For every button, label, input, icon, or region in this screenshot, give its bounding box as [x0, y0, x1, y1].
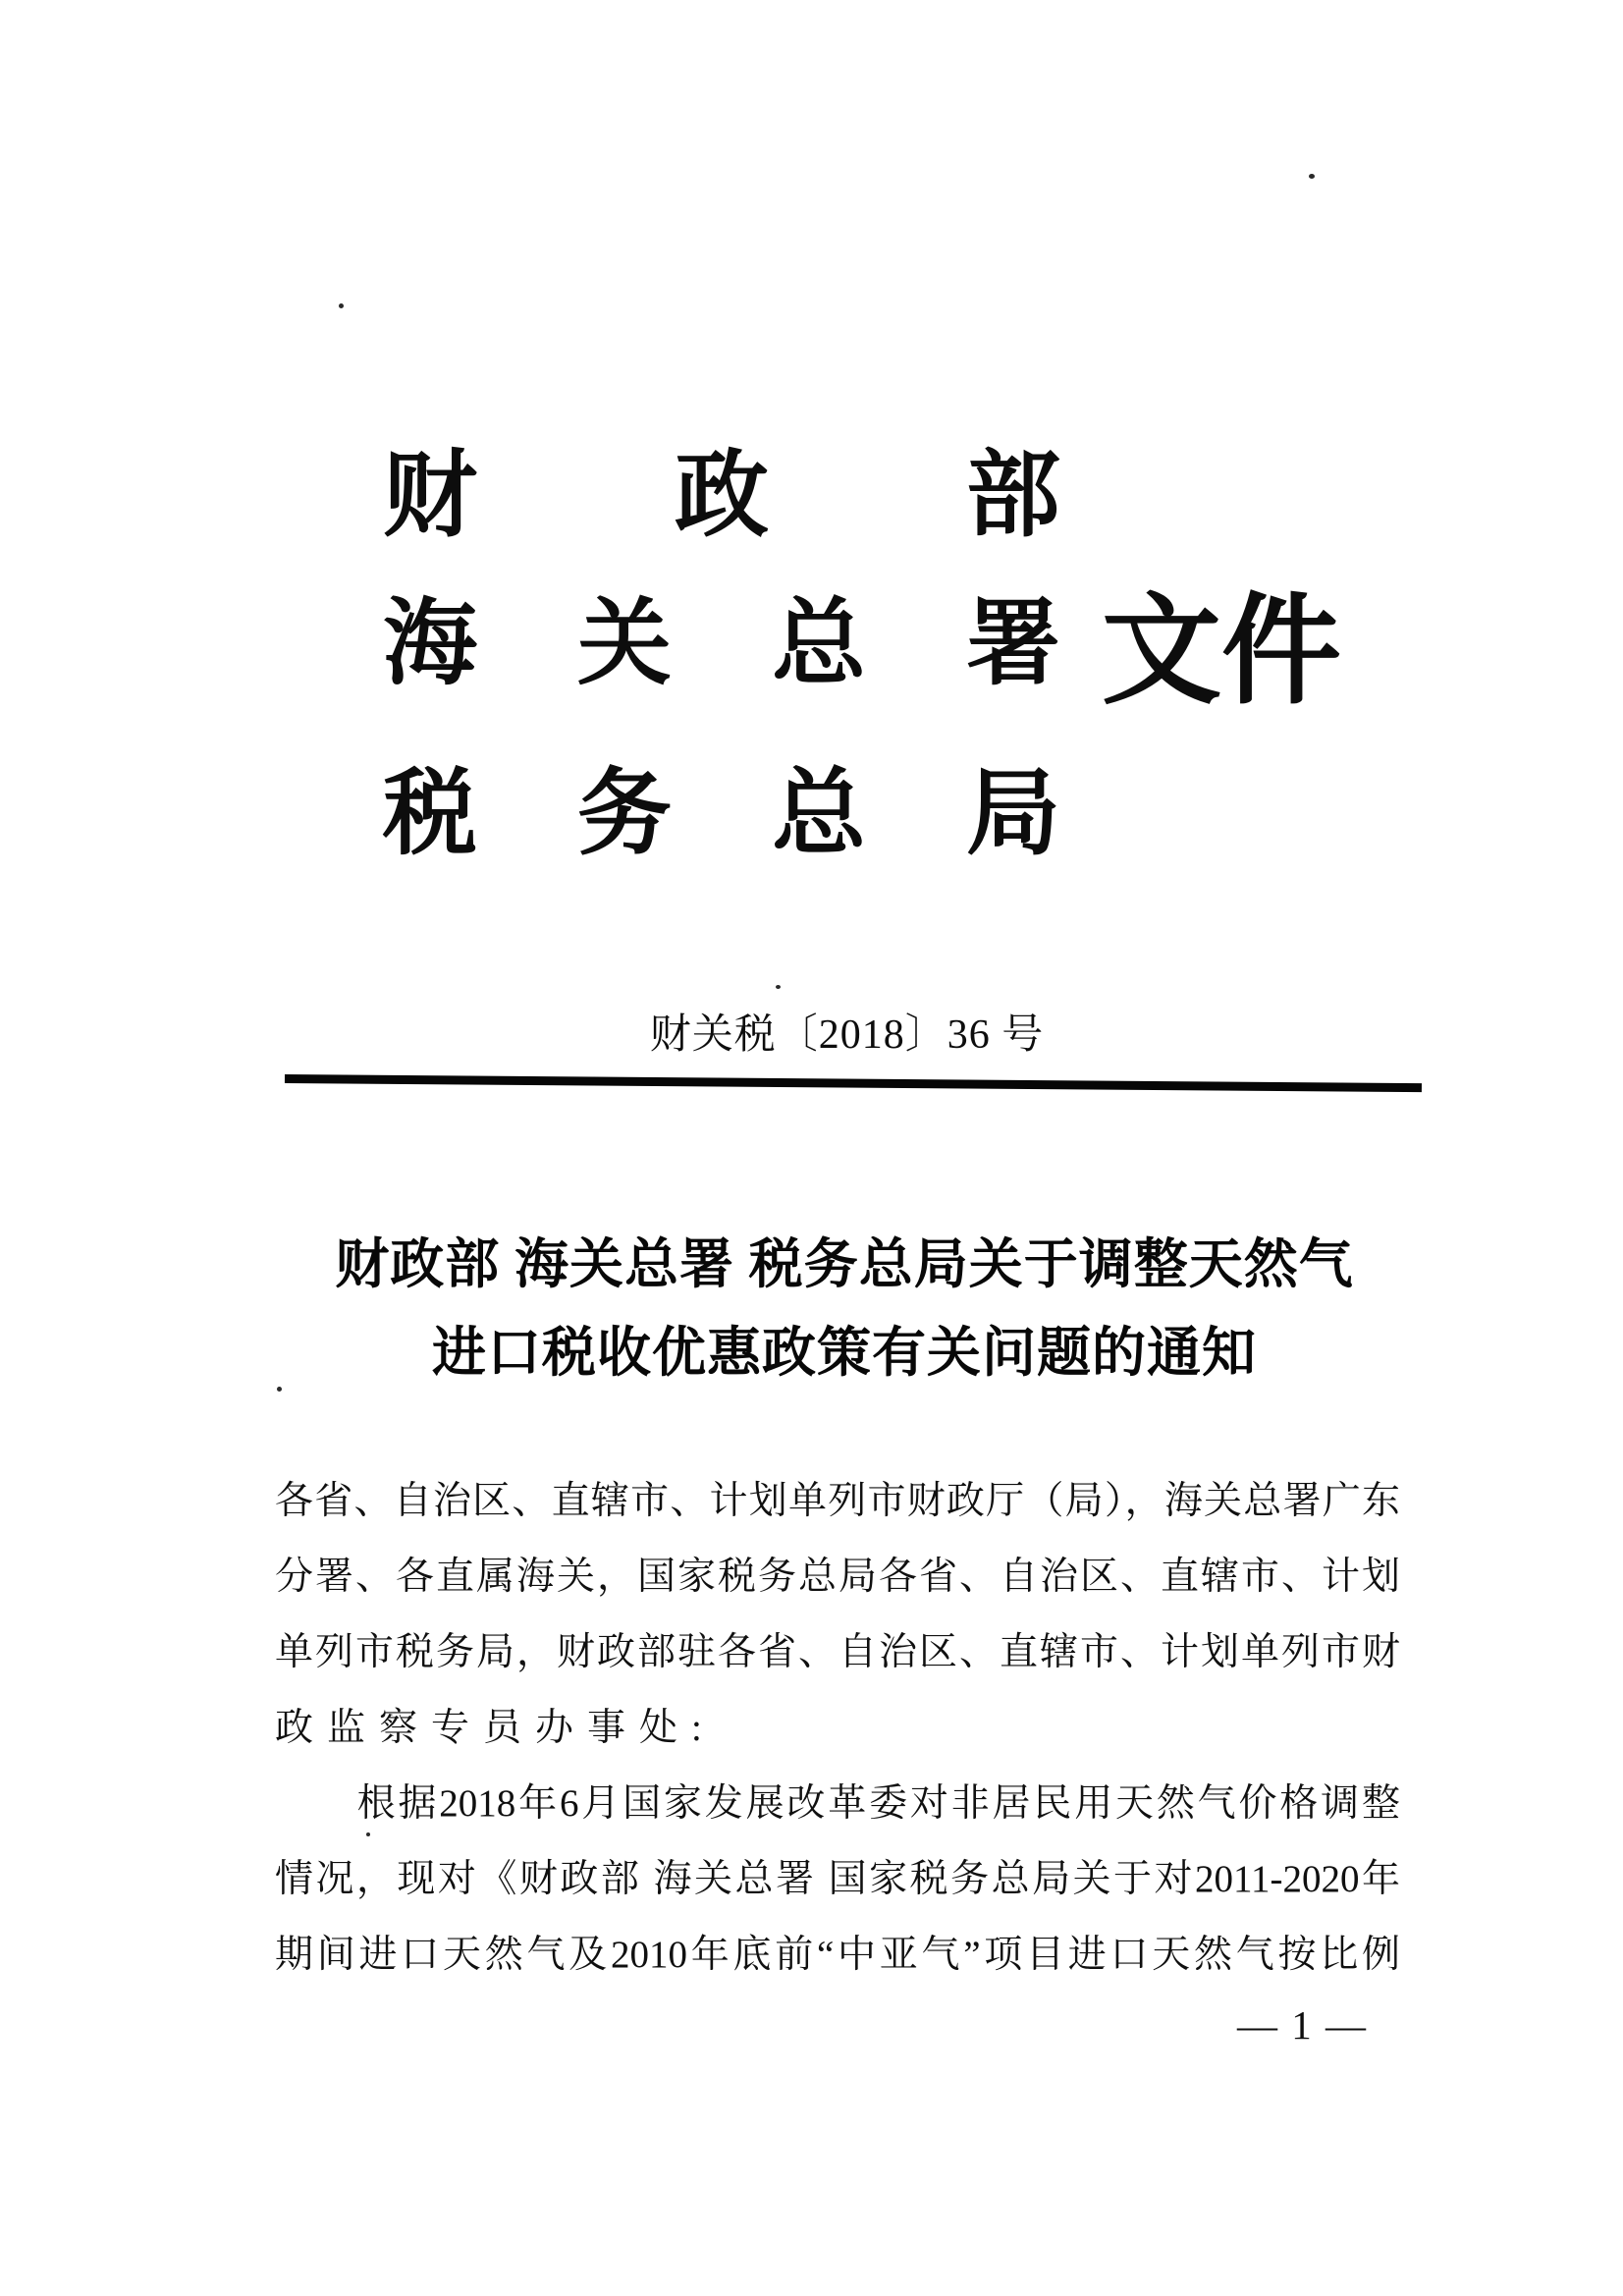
doc-number: 财关税〔2018〕36 号 — [649, 1012, 1045, 1058]
document-title-line-1: 财政部 海关总署 税务总局关于调整天然气 — [335, 1234, 1354, 1294]
agency-row-haiguanzongshu — [383, 591, 1060, 696]
document-title — [157, 1221, 1532, 1397]
document-title-line-2: 进口税收优惠政策有关问题的通知 — [431, 1323, 1257, 1383]
body-paragraphs — [275, 1463, 1400, 1993]
agency-char: 关 — [577, 591, 672, 696]
agency-char: 署 — [966, 591, 1060, 696]
body-line: 根据2018年6月国家发展改革委对非居民用天然气价格调整 — [275, 1782, 1400, 1825]
agency-row-caizhengbu — [383, 443, 1060, 548]
separator-rule — [285, 1074, 1422, 1092]
agency-row-shuiwuzongju — [383, 761, 1060, 866]
agency-char: 总 — [772, 591, 866, 696]
agency-char: 总 — [772, 761, 866, 866]
agency-char: 政 — [675, 443, 769, 548]
scan-artifact-dot — [366, 1832, 370, 1836]
scan-artifact-dot — [277, 1387, 282, 1392]
agency-char: 税 — [383, 761, 477, 866]
scan-artifact-dot — [1309, 174, 1315, 179]
body-line: 期间进口天然气及2010年底前“中亚气”项目进口天然气按比例 — [275, 1934, 1400, 1976]
body-line: 分署、各直属海关，国家税务总局各省、自治区、直辖市、计划 — [275, 1556, 1400, 1598]
agency-char: 部 — [966, 443, 1060, 548]
body-line: 情况，现对《财政部 海关总署 国家税务总局关于对2011-2020年 — [275, 1858, 1400, 1900]
agency-char: 财 — [383, 443, 477, 548]
scan-artifact-dot — [339, 303, 344, 308]
body-line: 单列市税务局，财政部驻各省、自治区、直辖市、计划单列市财 — [275, 1631, 1400, 1673]
body-line: 各省、自治区、直辖市、计划单列市财政厅（局），海关总署广东 — [275, 1480, 1400, 1522]
page-number: — 1 — — [1237, 2002, 1368, 2048]
body-line: 政监察专员办事处: — [275, 1707, 716, 1749]
scan-artifact-dot — [776, 985, 781, 989]
agency-char: 局 — [966, 761, 1060, 866]
agency-char: 海 — [383, 591, 477, 696]
wenjian-label: 文件 — [1102, 586, 1341, 719]
agency-char: 务 — [577, 761, 672, 866]
